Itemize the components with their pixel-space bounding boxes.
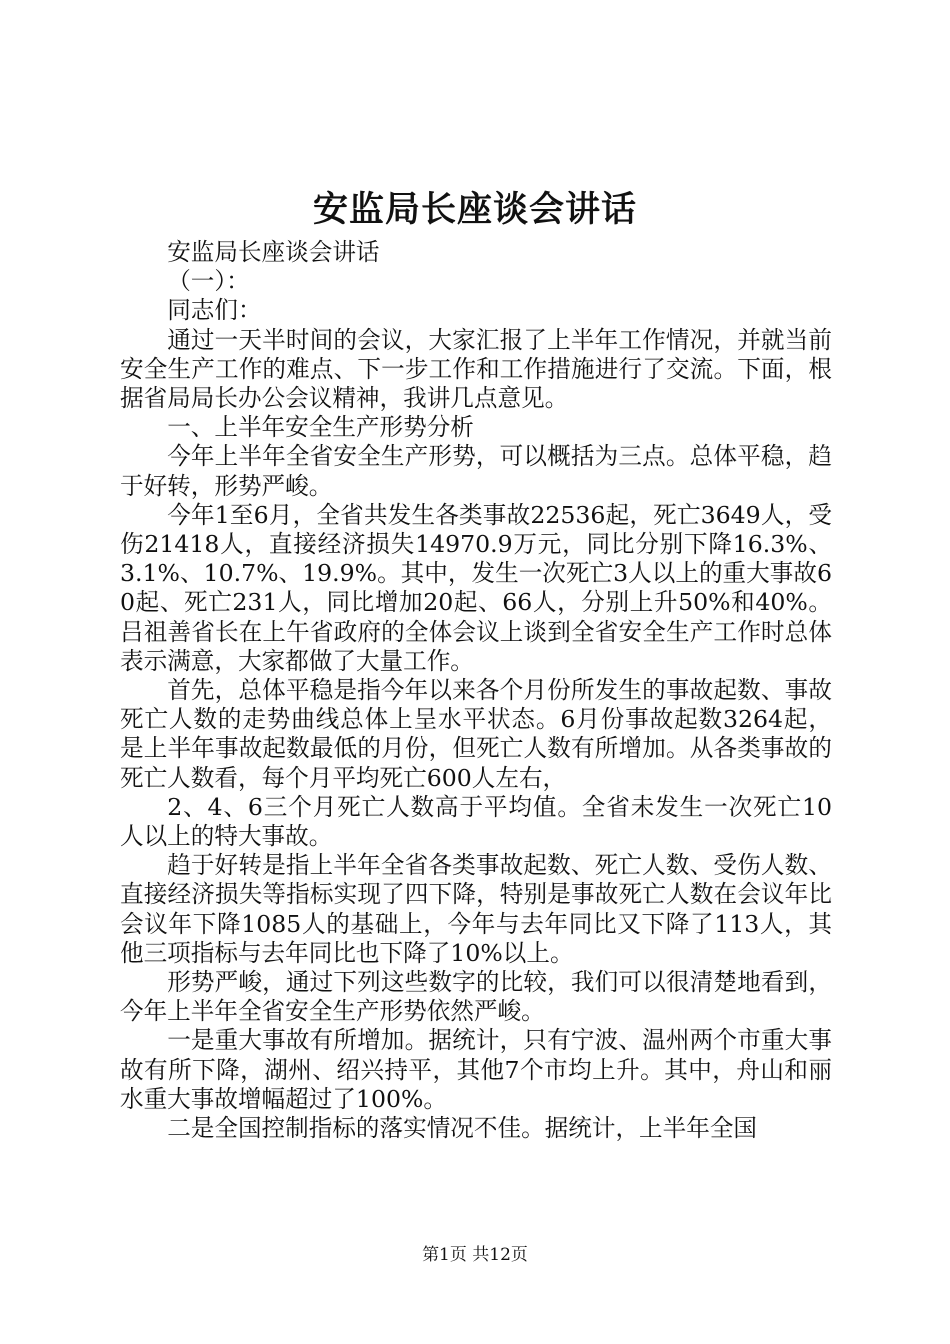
paragraph-salutation: 同志们： [167,296,262,325]
paragraph-section-number: （一）： [167,267,250,296]
document-title: 安监局长座谈会讲话 [312,189,637,230]
paragraph-stable: 首先，总体平稳是指今年以来各个月份所发生的事故起数、事故死亡人数的走势曲线总体上呈水平状态。6月份事故起数3264起，是上半年事故起数最低的月份，但死亡人数有所增加。从各类事故的死亡人数看，每个月平均死亡600人左右， [120,676,832,792]
paragraph-months: 2、4、6三个月死亡人数高于平均值。全省未发生一次死亡10人以上的特大事故。 [120,792,832,851]
paragraph-subtitle: 安监局长座谈会讲话 [167,238,380,266]
paragraph-severe: 形势严峻，通过下列这些数字的比较，我们可以很清楚地看到，今年上半年全省安全生产形势依然严峻。 [120,968,832,1026]
document-body [120,238,832,1143]
section-heading: 一、上半年安全生产形势分析 [167,413,474,442]
paragraph-statistics: 今年1至6月，全省共发生各类事故22536起，死亡3649人，受伤21418人，直接经济损失14970.9万元，同比分别下降16.3%、3.1%、10.7%、19.9%。其中，发生一次死亡3人以上的重大事故60起、死亡231人，同比增加20起、66人，分别上升50%和40%。吕祖善省长在上午省政府的全体会议上谈到全省安全生产工作时总体表示满意，大家都做了大量工作。 [120,500,832,675]
paragraph-improving: 趋于好转是指上半年全省各类事故起数、死亡人数、受伤人数、直接经济损失等指标实现了四下降，特别是事故死亡人数在会议年比会议年下降1085人的基础上，今年与去年同比又下降了113人，其他三项指标与去年同比也下降了10%以上。 [120,851,832,967]
paragraph-point-two: 二是全国控制指标的落实情况不佳。据统计，上半年全国 [167,1114,758,1143]
paragraph-point-one: 一是重大事故有所增加。据统计，只有宁波、温州两个市重大事故有所下降，湖州、绍兴持平，其他7个市均上升。其中，舟山和丽水重大事故增幅超过了100%。 [120,1026,832,1113]
page-footer: 第1页 共12页 [422,1245,528,1265]
paragraph-summary: 今年上半年全省安全生产形势，可以概括为三点。总体平稳，趋于好转，形势严峻。 [120,442,832,500]
paragraph-intro: 通过一天半时间的会议，大家汇报了上半年工作情况，并就当前安全生产工作的难点、下一步工作和工作措施进行了交流。下面，根据省局局长办公会议精神，我讲几点意见。 [120,325,832,413]
